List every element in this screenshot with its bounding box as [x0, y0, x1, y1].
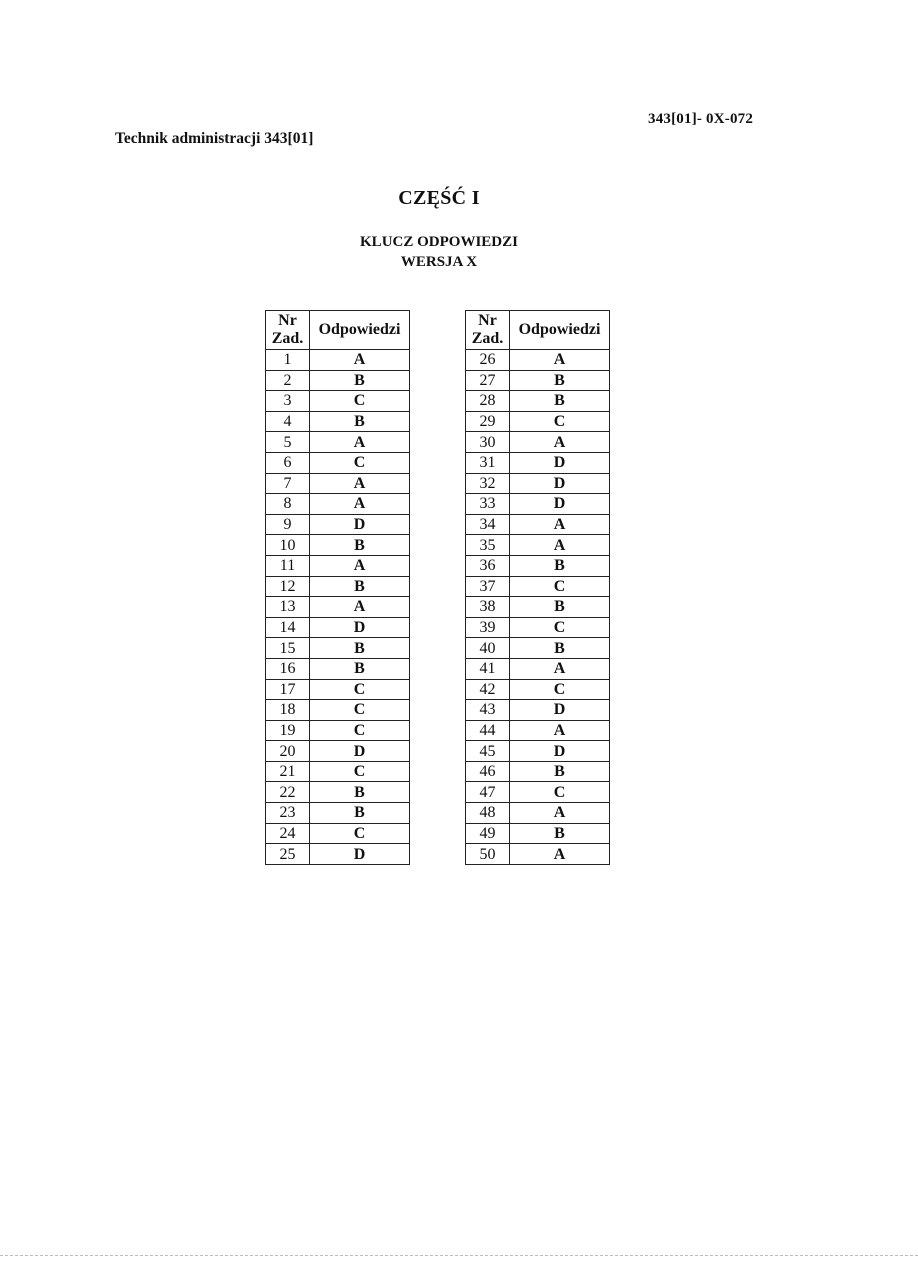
question-number: 4 [266, 411, 310, 432]
answer-letter: D [310, 844, 410, 865]
question-number: 34 [466, 514, 510, 535]
table-row [266, 823, 410, 844]
table-row [466, 391, 610, 412]
question-number: 35 [466, 535, 510, 556]
question-number: 22 [266, 782, 310, 803]
question-number: 6 [266, 452, 310, 473]
table-row [266, 535, 410, 556]
question-number: 45 [466, 741, 510, 762]
answer-letter: B [510, 370, 610, 391]
answer-letter: D [510, 452, 610, 473]
question-number: 27 [466, 370, 510, 391]
table-row [466, 576, 610, 597]
table-row [466, 782, 610, 803]
question-number: 1 [266, 350, 310, 371]
answer-letter: A [510, 720, 610, 741]
question-number: 5 [266, 432, 310, 453]
answer-rows-right [466, 350, 610, 865]
answer-letter: A [310, 555, 410, 576]
answer-letter: C [510, 679, 610, 700]
question-number: 36 [466, 555, 510, 576]
question-number: 33 [466, 494, 510, 515]
answer-letter: B [310, 658, 410, 679]
document-code: 343[01]- 0X-072 [648, 111, 754, 127]
answer-letter: C [310, 761, 410, 782]
answer-letter: A [510, 658, 610, 679]
question-number: 14 [266, 617, 310, 638]
answer-letter: B [310, 411, 410, 432]
answer-letter: A [510, 432, 610, 453]
question-number: 40 [466, 638, 510, 659]
table-row [466, 432, 610, 453]
answer-letter: B [510, 555, 610, 576]
answer-letter: C [310, 391, 410, 412]
answer-letter: B [310, 803, 410, 824]
question-number: 31 [466, 452, 510, 473]
answer-letter: B [310, 638, 410, 659]
table-row [466, 555, 610, 576]
answer-letter: B [310, 370, 410, 391]
section-title: CZĘŚĆ I [398, 187, 480, 209]
table-row [466, 638, 610, 659]
question-number: 49 [466, 823, 510, 844]
table-row [266, 844, 410, 865]
table-row [266, 658, 410, 679]
table-row [466, 823, 610, 844]
table-row [466, 679, 610, 700]
question-number: 10 [266, 535, 310, 556]
answer-letter: D [510, 494, 610, 515]
table-row [466, 452, 610, 473]
answer-letter: A [310, 350, 410, 371]
key-title [0, 232, 878, 272]
table-row [266, 803, 410, 824]
column-header-nr [466, 311, 510, 350]
table-row [266, 761, 410, 782]
answer-letter: B [510, 638, 610, 659]
table-row [466, 658, 610, 679]
question-number: 48 [466, 803, 510, 824]
answer-table-right [465, 310, 610, 865]
table-row [466, 411, 610, 432]
question-number: 37 [466, 576, 510, 597]
answer-letter: D [310, 741, 410, 762]
table-row [466, 741, 610, 762]
column-header-nr-line2: Zad. [471, 330, 504, 347]
table-row [266, 391, 410, 412]
question-number: 41 [466, 658, 510, 679]
answer-letter: B [510, 391, 610, 412]
table-row [266, 782, 410, 803]
answer-letter: C [310, 452, 410, 473]
question-number: 47 [466, 782, 510, 803]
table-row [466, 350, 610, 371]
key-title-line1: KLUCZ ODPOWIEDZI [360, 234, 518, 250]
answer-letter: A [510, 803, 610, 824]
question-number: 39 [466, 617, 510, 638]
column-header-answer: Odpowiedzi [310, 311, 410, 350]
table-row [466, 370, 610, 391]
question-number: 12 [266, 576, 310, 597]
answer-letter: D [510, 741, 610, 762]
answer-letter: B [310, 535, 410, 556]
question-number: 29 [466, 411, 510, 432]
question-number: 9 [266, 514, 310, 535]
question-number: 50 [466, 844, 510, 865]
header-title: Technik administracji 343[01] [115, 130, 314, 147]
answer-letter: D [310, 617, 410, 638]
answer-letter: C [510, 782, 610, 803]
question-number: 24 [266, 823, 310, 844]
question-number: 13 [266, 597, 310, 618]
question-number: 30 [466, 432, 510, 453]
answer-rows-left [266, 350, 410, 865]
answer-letter: C [510, 411, 610, 432]
column-header-nr [266, 311, 310, 350]
question-number: 46 [466, 761, 510, 782]
question-number: 3 [266, 391, 310, 412]
question-number: 20 [266, 741, 310, 762]
question-number: 23 [266, 803, 310, 824]
table-row [266, 514, 410, 535]
table-row [466, 597, 610, 618]
table-row [466, 761, 610, 782]
answer-letter: D [510, 473, 610, 494]
table-row [266, 638, 410, 659]
column-header-answer: Odpowiedzi [510, 311, 610, 350]
table-row [466, 720, 610, 741]
table-row [266, 555, 410, 576]
scan-edge-line [0, 1255, 918, 1256]
answer-letter: A [510, 514, 610, 535]
answer-letter: A [510, 844, 610, 865]
answer-table-left [265, 310, 410, 865]
answer-letter: C [310, 679, 410, 700]
table-row [266, 700, 410, 721]
answer-letter: A [310, 432, 410, 453]
answer-letter: B [310, 576, 410, 597]
table-row [266, 617, 410, 638]
table-row [466, 844, 610, 865]
table-row [466, 514, 610, 535]
answer-letter: B [510, 761, 610, 782]
table-row [266, 350, 410, 371]
question-number: 21 [266, 761, 310, 782]
table-row [266, 741, 410, 762]
question-number: 38 [466, 597, 510, 618]
question-number: 43 [466, 700, 510, 721]
question-number: 15 [266, 638, 310, 659]
table-row [266, 597, 410, 618]
column-header-nr-line1: Nr [478, 312, 497, 329]
answer-letter: B [510, 823, 610, 844]
answer-letter: C [310, 720, 410, 741]
table-row [266, 494, 410, 515]
table-row [466, 700, 610, 721]
table-row [466, 494, 610, 515]
key-title-line2: WERSJA X [400, 254, 478, 270]
answer-letter: A [310, 473, 410, 494]
table-row [266, 473, 410, 494]
answer-letter: D [510, 700, 610, 721]
column-header-nr-line2: Zad. [271, 330, 304, 347]
table-header-row [466, 311, 610, 350]
answer-letter: A [310, 597, 410, 618]
question-number: 42 [466, 679, 510, 700]
question-number: 26 [466, 350, 510, 371]
answer-letter: C [510, 617, 610, 638]
table-row [466, 803, 610, 824]
table-row [266, 370, 410, 391]
question-number: 19 [266, 720, 310, 741]
answer-letter: C [310, 700, 410, 721]
question-number: 25 [266, 844, 310, 865]
answer-letter: C [510, 576, 610, 597]
table-header-row [266, 311, 410, 350]
question-number: 18 [266, 700, 310, 721]
table-row [266, 452, 410, 473]
question-number: 2 [266, 370, 310, 391]
table-row [266, 679, 410, 700]
answer-letter: A [510, 535, 610, 556]
question-number: 16 [266, 658, 310, 679]
question-number: 17 [266, 679, 310, 700]
question-number: 28 [466, 391, 510, 412]
answer-letter: A [510, 350, 610, 371]
table-row [466, 617, 610, 638]
question-number: 7 [266, 473, 310, 494]
answer-letter: C [310, 823, 410, 844]
answer-letter: B [310, 782, 410, 803]
answer-letter: B [510, 597, 610, 618]
column-header-nr-line1: Nr [278, 312, 297, 329]
table-row [466, 473, 610, 494]
table-row [266, 411, 410, 432]
table-row [266, 576, 410, 597]
table-row [466, 535, 610, 556]
question-number: 8 [266, 494, 310, 515]
answer-letter: A [310, 494, 410, 515]
answer-letter: D [310, 514, 410, 535]
question-number: 11 [266, 555, 310, 576]
table-row [266, 432, 410, 453]
table-row [266, 720, 410, 741]
question-number: 32 [466, 473, 510, 494]
question-number: 44 [466, 720, 510, 741]
